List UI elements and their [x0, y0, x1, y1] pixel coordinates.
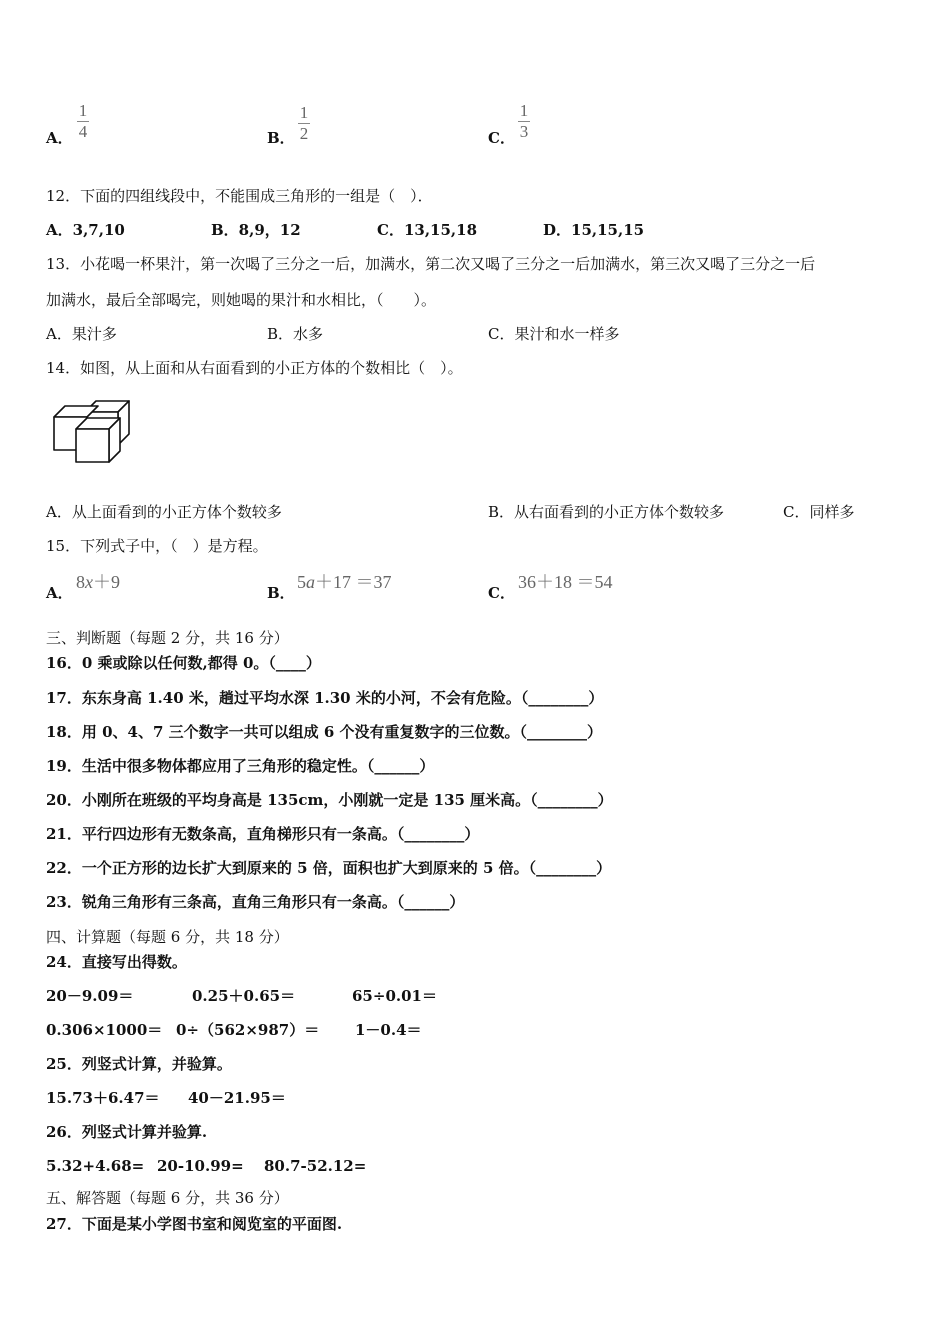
- q14-option-b: B．从右面看到的小正方体个数较多: [488, 503, 725, 521]
- q24-item: 1－0.4＝: [355, 1021, 422, 1039]
- q24-stem: 24．直接写出得数。: [46, 953, 187, 971]
- q12-option-a: A．3,7,10: [46, 221, 125, 239]
- q12-stem: 12．下面的四组线段中，不能围成三角形的一组是（ ）．: [46, 187, 433, 205]
- q13-stem-line1: 13．小花喝一杯果汁，第一次喝了三分之一后，加满水，第二次又喝了三分之一后加满水，第三次又喝了三分之一后: [46, 255, 816, 273]
- q11-option-b-fraction: [298, 104, 310, 143]
- q14-stem: 14．如图，从上面和从右面看到的小正方体的个数相比（ ）。: [46, 359, 463, 377]
- q25-item: 15.73＋6.47＝: [46, 1089, 160, 1107]
- q26-item: 80.7-52.12=: [264, 1157, 367, 1175]
- expr-variable: a: [306, 572, 315, 592]
- q15-option-b-expression: [297, 568, 392, 594]
- judge-q20: 20．小刚所在班级的平均身高是 135cm，小刚就一定是 135 厘米高。（________）: [46, 791, 613, 809]
- q24-item: 20－9.09＝: [46, 987, 134, 1005]
- q11-option-c-label: C．: [488, 129, 515, 147]
- denominator: 3: [519, 122, 529, 141]
- cube-front-face: [76, 429, 109, 462]
- q15-option-c-expression: [518, 568, 613, 594]
- numerator: 1: [519, 101, 529, 120]
- q24-item: 65÷0.01＝: [352, 987, 437, 1005]
- q24-item: 0.25＋0.65＝: [192, 987, 296, 1005]
- expr-part: 5: [297, 572, 306, 592]
- judge-q23: 23．锐角三角形有三条高，直角三角形只有一条高。（______）: [46, 893, 465, 911]
- judge-q17: 17．东东身高 1.40 米，趟过平均水深 1.30 米的小河，不会有危险。（________）: [46, 689, 604, 707]
- judge-q19: 19．生活中很多物体都应用了三角形的稳定性。（______）: [46, 757, 435, 775]
- q24-item: 0.306×1000＝: [46, 1021, 163, 1039]
- q14-option-c: C．同样多: [783, 503, 855, 521]
- judge-q21: 21．平行四边形有无数条高，直角梯形只有一条高。（________）: [46, 825, 480, 843]
- q15-option-c-label: C．: [488, 584, 515, 602]
- section-3-heading: 三、判断题（每题 2 分，共 16 分）: [46, 629, 289, 647]
- cube-stack-figure: [50, 398, 136, 468]
- q12-option-c: C．13,15,18: [377, 221, 478, 239]
- q26-stem: 26．列竖式计算并验算.: [46, 1123, 208, 1141]
- judge-q22: 22．一个正方形的边长扩大到原来的 5 倍，面积也扩大到原来的 5 倍。（________）: [46, 859, 612, 877]
- q15-stem: 15．下列式子中，（ ）是方程。: [46, 537, 268, 555]
- section-4-heading: 四、计算题（每题 6 分，共 18 分）: [46, 928, 289, 946]
- expr-part: ＋9: [93, 572, 120, 592]
- q11-option-a-label: A．: [46, 129, 73, 147]
- q13-stem-line2: 加满水，最后全部喝完，则她喝的果汁和水相比，（ ）。: [46, 291, 437, 309]
- q27-stem: 27．下面是某小学图书室和阅览室的平面图.: [46, 1215, 343, 1233]
- q11-option-c-fraction: [518, 102, 530, 141]
- q15-option-a-expression: [76, 568, 120, 594]
- q13-option-b: B．水多: [267, 325, 324, 343]
- expr-part: 8: [76, 572, 85, 592]
- q11-option-a-fraction: [77, 102, 89, 141]
- judge-q16: 16．0 乘或除以任何数,都得 0。（____）: [46, 654, 321, 672]
- q24-item: 0÷（562×987）＝: [176, 1021, 320, 1039]
- q25-item: 40－21.95＝: [188, 1089, 286, 1107]
- q14-option-a: A．从上面看到的小正方体个数较多: [46, 503, 282, 521]
- q13-option-a: A．果汁多: [46, 325, 117, 343]
- q13-option-c: C．果汁和水一样多: [488, 325, 620, 343]
- judge-q18: 18．用 0、4、7 三个数字一共可以组成 6 个没有重复数字的三位数。（________）: [46, 723, 603, 741]
- expr-part: ＋17 ＝37: [315, 572, 392, 592]
- q12-option-b: B．8,9，12: [211, 221, 301, 239]
- q26-item: 5.32+4.68=: [46, 1157, 145, 1175]
- q12-option-d: D．15,15,15: [543, 221, 645, 239]
- q26-item: 20-10.99=: [157, 1157, 244, 1175]
- section-5-heading: 五、解答题（每题 6 分，共 36 分）: [46, 1189, 289, 1207]
- q15-option-b-label: B．: [267, 584, 295, 602]
- expr-part: 36＋18 ＝54: [518, 572, 613, 592]
- denominator: 4: [78, 122, 88, 141]
- denominator: 2: [299, 124, 309, 143]
- numerator: 1: [299, 103, 309, 122]
- expr-variable: x: [85, 572, 93, 592]
- q25-stem: 25．列竖式计算，并验算。: [46, 1055, 232, 1073]
- numerator: 1: [78, 101, 88, 120]
- q15-option-a-label: A．: [46, 584, 73, 602]
- q11-option-b-label: B．: [267, 129, 295, 147]
